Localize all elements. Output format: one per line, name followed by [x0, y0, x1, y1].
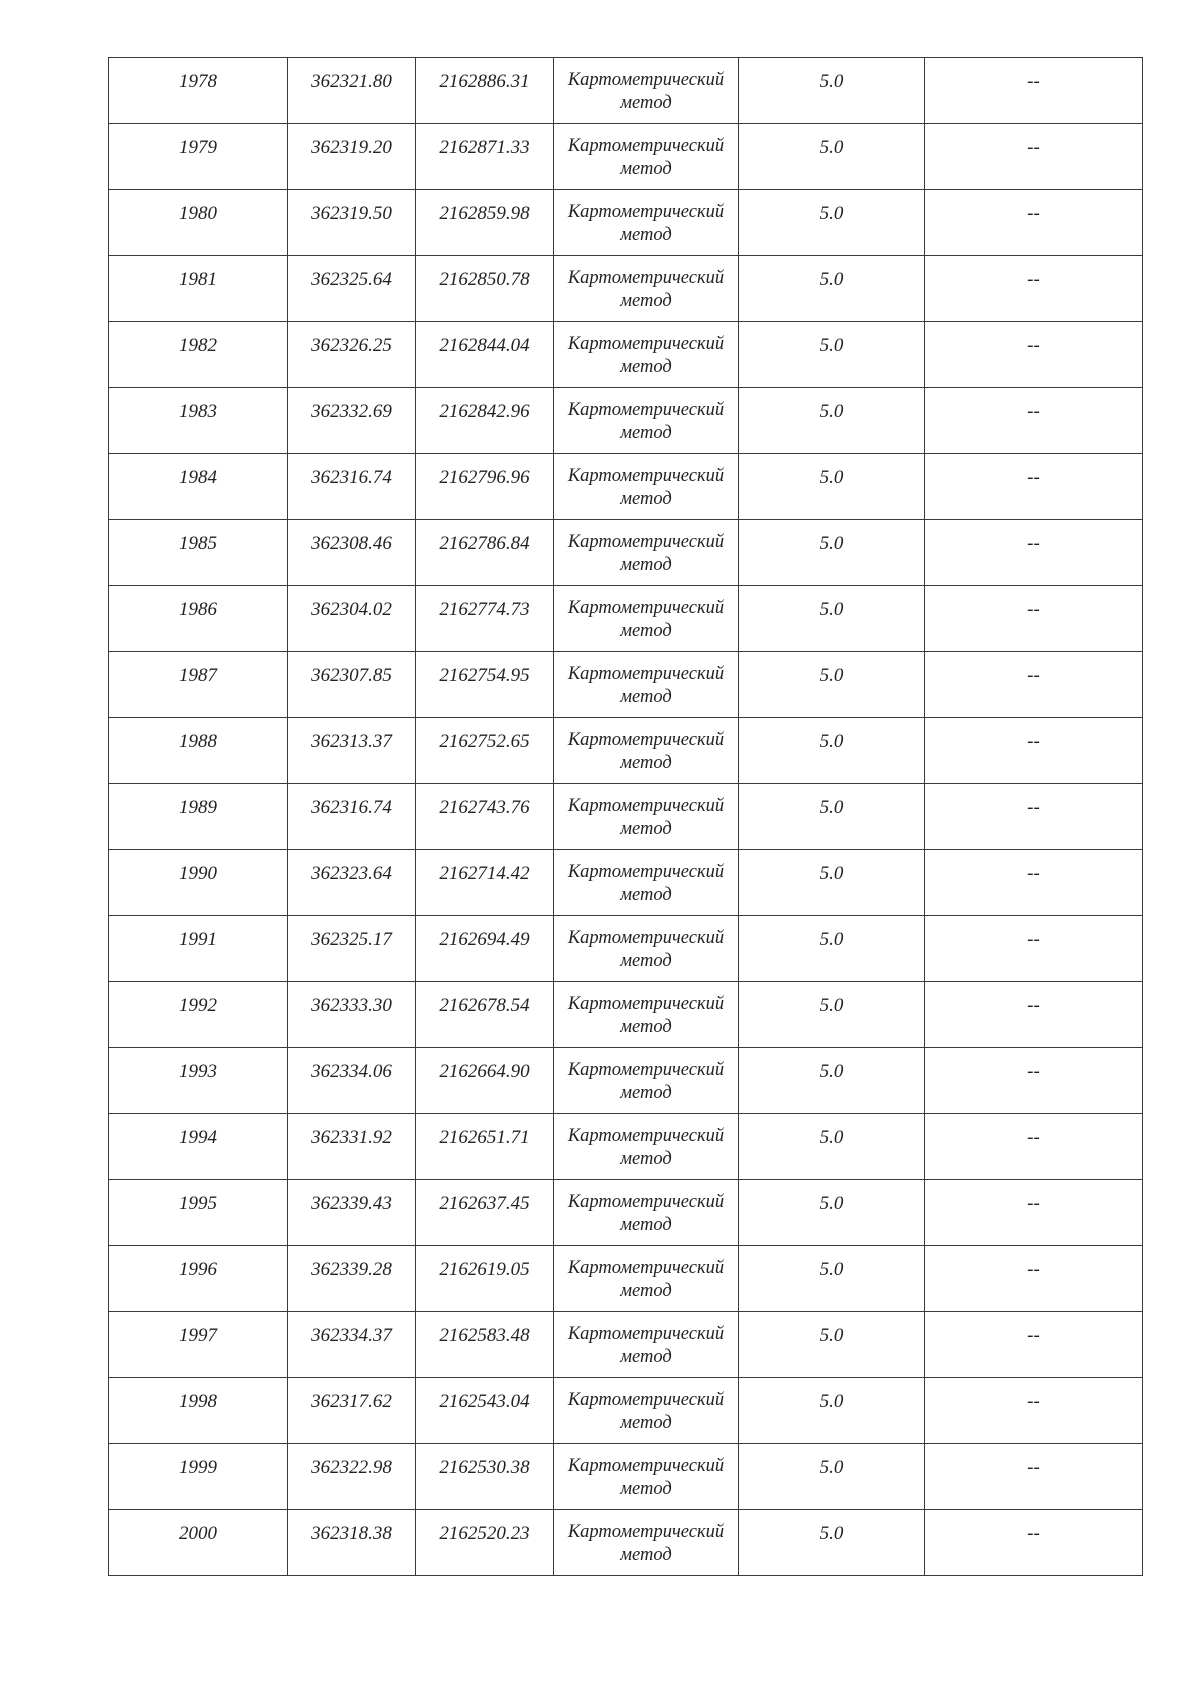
method-line-1: Картометрический [567, 994, 725, 1014]
method-line-2: метод [620, 291, 672, 311]
table-row [109, 322, 1143, 388]
method-line-1: Картометрический [567, 466, 725, 486]
error-cell: 5.0 [739, 454, 925, 520]
coord-y-cell: 2162743.76 [416, 784, 554, 850]
coord-y-cell: 2162844.04 [416, 322, 554, 388]
method-line-1: Картометрический [567, 532, 725, 552]
method-line-2: метод [620, 357, 672, 377]
coord-y-cell: 2162859.98 [416, 190, 554, 256]
coord-x-cell: 362316.74 [288, 454, 416, 520]
point-number-cell: 1999 [109, 1444, 288, 1510]
coord-x-cell: 362326.25 [288, 322, 416, 388]
coord-y-cell: 2162520.23 [416, 1510, 554, 1576]
coord-x-cell: 362319.50 [288, 190, 416, 256]
coord-x-cell: 362313.37 [288, 718, 416, 784]
coord-x-cell: 362316.74 [288, 784, 416, 850]
method-cell [554, 520, 739, 586]
method-cell [554, 1048, 739, 1114]
table-row [109, 718, 1143, 784]
table-row [109, 652, 1143, 718]
point-number-cell: 1994 [109, 1114, 288, 1180]
method-cell [554, 982, 739, 1048]
method-line-1: Картометрический [567, 400, 725, 420]
method-line-1: Картометрический [567, 1390, 725, 1410]
method-line-2: метод [620, 621, 672, 641]
note-cell: -- [925, 1312, 1143, 1378]
method-line-1: Картометрический [567, 664, 725, 684]
method-line-1: Картометрический [567, 1456, 725, 1476]
method-cell [554, 850, 739, 916]
table-row [109, 190, 1143, 256]
point-number-cell: 1991 [109, 916, 288, 982]
table-row [109, 1246, 1143, 1312]
error-cell: 5.0 [739, 388, 925, 454]
table-row [109, 454, 1143, 520]
point-number-cell: 1997 [109, 1312, 288, 1378]
method-line-1: Картометрический [567, 334, 725, 354]
point-number-cell: 1980 [109, 190, 288, 256]
note-cell: -- [925, 388, 1143, 454]
method-line-2: метод [620, 1281, 672, 1301]
coord-x-cell: 362333.30 [288, 982, 416, 1048]
coord-y-cell: 2162637.45 [416, 1180, 554, 1246]
point-number-cell: 1983 [109, 388, 288, 454]
method-cell [554, 784, 739, 850]
method-line-2: метод [620, 423, 672, 443]
method-cell [554, 586, 739, 652]
method-line-1: Картометрический [567, 796, 725, 816]
coord-x-cell: 362323.64 [288, 850, 416, 916]
table-row [109, 1180, 1143, 1246]
method-line-2: метод [620, 159, 672, 179]
note-cell: -- [925, 454, 1143, 520]
coord-x-cell: 362318.38 [288, 1510, 416, 1576]
coord-x-cell: 362304.02 [288, 586, 416, 652]
method-line-1: Картометрический [567, 598, 725, 618]
coord-x-cell: 362308.46 [288, 520, 416, 586]
table-row [109, 850, 1143, 916]
table-row [109, 1510, 1143, 1576]
coord-y-cell: 2162786.84 [416, 520, 554, 586]
coord-y-cell: 2162850.78 [416, 256, 554, 322]
point-number-cell: 1995 [109, 1180, 288, 1246]
coord-y-cell: 2162619.05 [416, 1246, 554, 1312]
method-cell [554, 58, 739, 124]
table-row [109, 388, 1143, 454]
coord-y-cell: 2162694.49 [416, 916, 554, 982]
method-line-1: Картометрический [567, 268, 725, 288]
point-number-cell: 1979 [109, 124, 288, 190]
error-cell: 5.0 [739, 1180, 925, 1246]
note-cell: -- [925, 850, 1143, 916]
note-cell: -- [925, 1114, 1143, 1180]
point-number-cell: 1978 [109, 58, 288, 124]
note-cell: -- [925, 1444, 1143, 1510]
method-line-2: метод [620, 1215, 672, 1235]
coord-y-cell: 2162774.73 [416, 586, 554, 652]
error-cell: 5.0 [739, 1048, 925, 1114]
error-cell: 5.0 [739, 916, 925, 982]
note-cell: -- [925, 190, 1143, 256]
note-cell: -- [925, 1246, 1143, 1312]
error-cell: 5.0 [739, 718, 925, 784]
method-line-1: Картометрический [567, 1324, 725, 1344]
method-line-2: метод [620, 1479, 672, 1499]
error-cell: 5.0 [739, 1246, 925, 1312]
table-row [109, 1114, 1143, 1180]
method-cell [554, 1246, 739, 1312]
coord-x-cell: 362331.92 [288, 1114, 416, 1180]
method-cell [554, 718, 739, 784]
method-line-2: метод [620, 1017, 672, 1037]
note-cell: -- [925, 124, 1143, 190]
method-cell [554, 124, 739, 190]
method-line-1: Картометрический [567, 136, 725, 156]
error-cell: 5.0 [739, 1378, 925, 1444]
note-cell: -- [925, 784, 1143, 850]
method-line-1: Картометрический [567, 70, 725, 90]
point-number-cell: 1989 [109, 784, 288, 850]
coord-y-cell: 2162583.48 [416, 1312, 554, 1378]
coord-y-cell: 2162530.38 [416, 1444, 554, 1510]
method-cell [554, 1510, 739, 1576]
point-number-cell: 1987 [109, 652, 288, 718]
note-cell: -- [925, 58, 1143, 124]
table-row [109, 1378, 1143, 1444]
error-cell: 5.0 [739, 322, 925, 388]
note-cell: -- [925, 256, 1143, 322]
error-cell: 5.0 [739, 1510, 925, 1576]
method-cell [554, 190, 739, 256]
coord-y-cell: 2162651.71 [416, 1114, 554, 1180]
method-line-1: Картометрический [567, 1126, 725, 1146]
coord-x-cell: 362334.06 [288, 1048, 416, 1114]
method-cell [554, 1312, 739, 1378]
note-cell: -- [925, 1180, 1143, 1246]
point-number-cell: 1984 [109, 454, 288, 520]
coord-x-cell: 362332.69 [288, 388, 416, 454]
point-number-cell: 1992 [109, 982, 288, 1048]
coord-x-cell: 362321.80 [288, 58, 416, 124]
method-cell [554, 916, 739, 982]
table-row [109, 1048, 1143, 1114]
table-row [109, 124, 1143, 190]
table-row [109, 1312, 1143, 1378]
method-line-1: Картометрический [567, 730, 725, 750]
error-cell: 5.0 [739, 1114, 925, 1180]
error-cell: 5.0 [739, 256, 925, 322]
point-number-cell: 1986 [109, 586, 288, 652]
method-line-2: метод [620, 687, 672, 707]
note-cell: -- [925, 1048, 1143, 1114]
method-line-1: Картометрический [567, 928, 725, 948]
point-number-cell: 1993 [109, 1048, 288, 1114]
table-row [109, 256, 1143, 322]
coord-y-cell: 2162678.54 [416, 982, 554, 1048]
note-cell: -- [925, 718, 1143, 784]
error-cell: 5.0 [739, 586, 925, 652]
error-cell: 5.0 [739, 58, 925, 124]
method-line-1: Картометрический [567, 1522, 725, 1542]
method-line-2: метод [620, 951, 672, 971]
point-number-cell: 1998 [109, 1378, 288, 1444]
table-row [109, 58, 1143, 124]
coord-x-cell: 362319.20 [288, 124, 416, 190]
method-line-2: метод [620, 555, 672, 575]
coord-y-cell: 2162754.95 [416, 652, 554, 718]
coord-y-cell: 2162752.65 [416, 718, 554, 784]
coord-x-cell: 362339.43 [288, 1180, 416, 1246]
note-cell: -- [925, 916, 1143, 982]
method-line-2: метод [620, 753, 672, 773]
error-cell: 5.0 [739, 1444, 925, 1510]
method-cell [554, 388, 739, 454]
error-cell: 5.0 [739, 124, 925, 190]
point-number-cell: 2000 [109, 1510, 288, 1576]
table-row [109, 520, 1143, 586]
note-cell: -- [925, 652, 1143, 718]
coord-y-cell: 2162886.31 [416, 58, 554, 124]
method-line-1: Картометрический [567, 862, 725, 882]
note-cell: -- [925, 520, 1143, 586]
coord-y-cell: 2162842.96 [416, 388, 554, 454]
error-cell: 5.0 [739, 850, 925, 916]
method-cell [554, 1180, 739, 1246]
method-line-2: метод [620, 1083, 672, 1103]
coord-x-cell: 362325.17 [288, 916, 416, 982]
coord-y-cell: 2162664.90 [416, 1048, 554, 1114]
point-number-cell: 1985 [109, 520, 288, 586]
coord-x-cell: 362339.28 [288, 1246, 416, 1312]
method-cell [554, 256, 739, 322]
method-cell [554, 652, 739, 718]
coord-y-cell: 2162871.33 [416, 124, 554, 190]
method-cell [554, 1444, 739, 1510]
method-line-2: метод [620, 1545, 672, 1565]
error-cell: 5.0 [739, 982, 925, 1048]
method-line-1: Картометрический [567, 1258, 725, 1278]
method-line-2: метод [620, 93, 672, 113]
table-row [109, 586, 1143, 652]
method-line-2: метод [620, 1347, 672, 1367]
table-row [109, 784, 1143, 850]
error-cell: 5.0 [739, 520, 925, 586]
error-cell: 5.0 [739, 190, 925, 256]
coordinates-table-body [109, 58, 1143, 1576]
error-cell: 5.0 [739, 652, 925, 718]
note-cell: -- [925, 1378, 1143, 1444]
coord-x-cell: 362307.85 [288, 652, 416, 718]
point-number-cell: 1982 [109, 322, 288, 388]
coord-x-cell: 362325.64 [288, 256, 416, 322]
method-line-2: метод [620, 1149, 672, 1169]
point-number-cell: 1990 [109, 850, 288, 916]
point-number-cell: 1988 [109, 718, 288, 784]
method-line-2: метод [620, 489, 672, 509]
table-row [109, 916, 1143, 982]
method-cell [554, 322, 739, 388]
coord-y-cell: 2162714.42 [416, 850, 554, 916]
method-line-2: метод [620, 885, 672, 905]
method-line-2: метод [620, 225, 672, 245]
method-line-2: метод [620, 1413, 672, 1433]
method-line-1: Картометрический [567, 202, 725, 222]
method-cell [554, 454, 739, 520]
method-line-2: метод [620, 819, 672, 839]
point-number-cell: 1981 [109, 256, 288, 322]
coord-x-cell: 362334.37 [288, 1312, 416, 1378]
table-row [109, 982, 1143, 1048]
method-cell [554, 1114, 739, 1180]
error-cell: 5.0 [739, 784, 925, 850]
table-row [109, 1444, 1143, 1510]
coord-x-cell: 362322.98 [288, 1444, 416, 1510]
method-cell [554, 1378, 739, 1444]
coord-y-cell: 2162543.04 [416, 1378, 554, 1444]
note-cell: -- [925, 1510, 1143, 1576]
error-cell: 5.0 [739, 1312, 925, 1378]
point-number-cell: 1996 [109, 1246, 288, 1312]
note-cell: -- [925, 982, 1143, 1048]
method-line-1: Картометрический [567, 1060, 725, 1080]
note-cell: -- [925, 322, 1143, 388]
coord-y-cell: 2162796.96 [416, 454, 554, 520]
method-line-1: Картометрический [567, 1192, 725, 1212]
coordinates-table [108, 57, 1143, 1576]
note-cell: -- [925, 586, 1143, 652]
coord-x-cell: 362317.62 [288, 1378, 416, 1444]
